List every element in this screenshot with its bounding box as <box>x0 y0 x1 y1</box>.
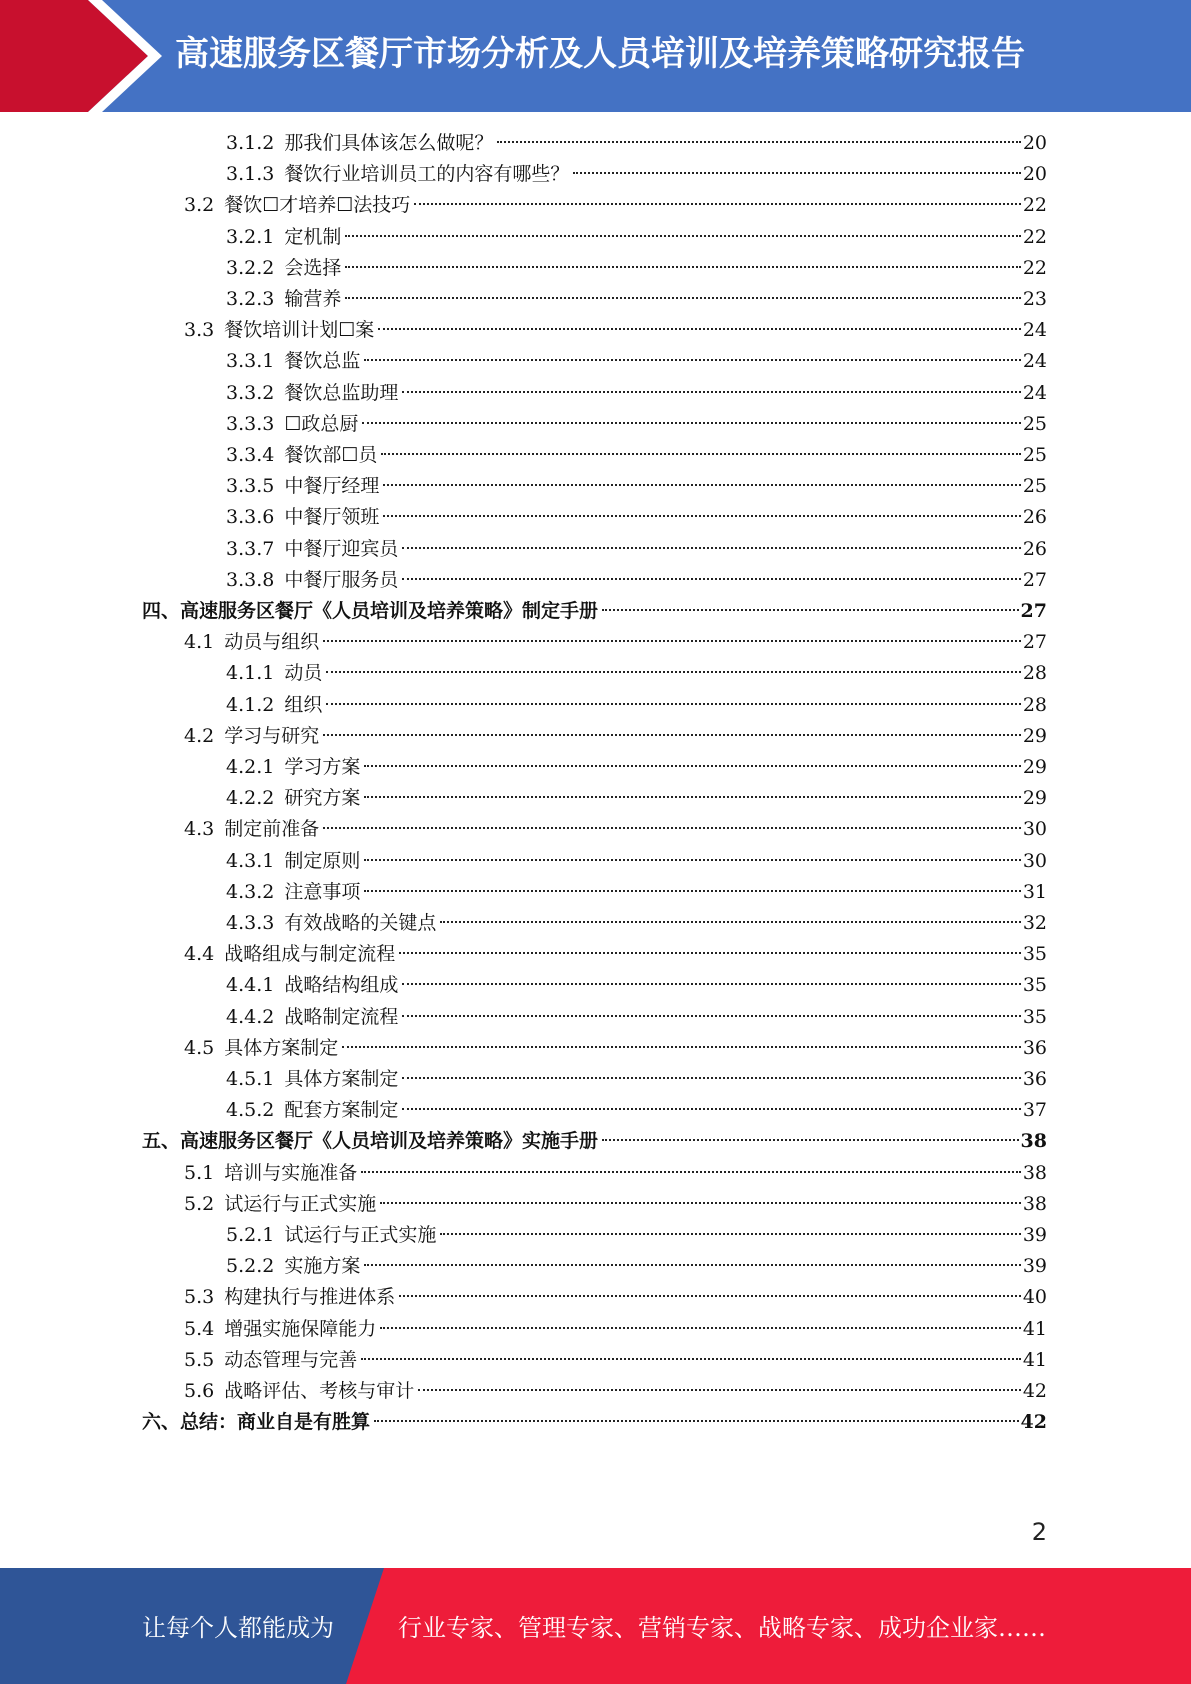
toc-entry[interactable] <box>226 502 1047 533</box>
toc-entry-number: 4.4 <box>184 943 215 966</box>
toc-entry-number: 4.4.2 <box>226 1005 275 1028</box>
toc-entry-title: 研究方案 <box>284 787 361 810</box>
toc-entry-title: 餐饮培训计划☐案 <box>224 319 375 342</box>
toc-entry-number: 4.3.2 <box>226 880 275 903</box>
toc-entry-page: 22 <box>1022 256 1047 279</box>
toc-entry[interactable] <box>226 783 1047 814</box>
toc-entry-number: 4.1.1 <box>226 662 275 685</box>
toc-dot-leader <box>342 1046 1021 1048</box>
toc-entry-page: 29 <box>1022 724 1047 747</box>
toc-entry-page: 25 <box>1022 444 1047 466</box>
toc-entry-page: 20 <box>1022 163 1047 186</box>
toc-dot-leader <box>380 1202 1021 1204</box>
toc-entry-title: 试运行与正式实施 <box>284 1224 437 1246</box>
toc-entry[interactable] <box>142 596 1047 627</box>
toc-entry-title: 具体方案制定 <box>224 1036 339 1059</box>
toc-entry-title: 中餐厅服务员 <box>284 568 399 591</box>
toc-entry-title: 学习方案 <box>284 756 361 778</box>
toc-entry[interactable] <box>226 1064 1047 1095</box>
toc-dot-leader <box>383 484 1020 486</box>
toc-entry-title: 配套方案制定 <box>284 1099 399 1122</box>
toc-entry-number: 3.2.3 <box>226 288 275 310</box>
toc-entry-page: 27 <box>1020 600 1047 622</box>
toc-entry-title: 中餐厅迎宾员 <box>284 537 399 560</box>
toc-dot-leader <box>414 203 1021 205</box>
toc-entry-number: 3.3.6 <box>226 506 275 529</box>
toc-entry-number: 4.5.2 <box>226 1099 275 1122</box>
footer-slogan-right: 行业专家、管理专家、营销专家、战略专家、成功企业家…… <box>398 1614 1046 1642</box>
toc-entry-title: 中餐厅领班 <box>284 506 380 529</box>
toc-entry-page: 24 <box>1022 350 1047 373</box>
toc-entry-page: 42 <box>1022 1380 1047 1402</box>
toc-dot-leader <box>402 1108 1020 1110</box>
toc-entry-page: 27 <box>1022 568 1047 591</box>
toc-entry-number: 5.2.1 <box>226 1224 275 1246</box>
toc-entry-page: 39 <box>1022 1255 1047 1278</box>
toc-entry-number: 5.4 <box>184 1317 215 1340</box>
toc-entry[interactable] <box>184 1158 1047 1189</box>
toc-entry[interactable] <box>142 1407 1047 1438</box>
toc-entry-page: 23 <box>1022 288 1047 310</box>
toc-entry-title: 实施方案 <box>284 1255 361 1278</box>
toc-entry-title: 制定前准备 <box>224 818 320 841</box>
toc-entry-page: 38 <box>1022 1161 1047 1184</box>
toc-entry-page: 22 <box>1022 225 1047 248</box>
toc-entry-page: 29 <box>1022 787 1047 810</box>
toc-dot-leader <box>440 1233 1020 1235</box>
toc-entry-title: 那我们具体该怎么做呢？ <box>284 132 494 154</box>
toc-entry[interactable] <box>226 970 1047 1001</box>
toc-entry-title: 中餐厅经理 <box>284 475 380 498</box>
toc-dot-leader <box>380 1327 1021 1329</box>
toc-entry-title: 四、高速服务区餐厅《人员培训及培养策略》制定手册 <box>142 600 599 622</box>
toc-entry[interactable] <box>184 1282 1047 1313</box>
toc-entry-title: 构建执行与推进体系 <box>224 1286 396 1309</box>
toc-dot-leader <box>364 359 1020 361</box>
toc-entry[interactable] <box>226 908 1047 939</box>
toc-entry-number: 4.1.2 <box>226 693 275 716</box>
toc-entry-number: 4.2 <box>184 724 215 747</box>
toc-dot-leader <box>383 515 1020 517</box>
toc-dot-leader <box>402 391 1020 393</box>
toc-entry[interactable] <box>226 658 1047 689</box>
toc-entry-title: 餐饮部☐员 <box>284 444 378 466</box>
toc-entry-title: 餐饮总监 <box>284 350 361 373</box>
toc-entry-title: ☐政总厨 <box>284 412 359 435</box>
toc-entry-page: 30 <box>1022 849 1047 872</box>
toc-entry[interactable] <box>226 284 1047 315</box>
toc-entry[interactable] <box>226 565 1047 596</box>
toc-entry-number: 4.3 <box>184 818 215 841</box>
toc-entry[interactable] <box>226 440 1047 471</box>
toc-dot-leader <box>364 1264 1020 1266</box>
toc-entry-page: 24 <box>1022 319 1047 342</box>
toc-dot-leader <box>402 578 1020 580</box>
toc-entry[interactable] <box>226 1251 1047 1282</box>
toc-entry[interactable] <box>226 409 1047 440</box>
toc-entry-number: 4.1 <box>184 631 215 654</box>
toc-dot-leader <box>323 827 1021 829</box>
toc-entry-page: 41 <box>1022 1348 1047 1371</box>
toc-entry-title: 增强实施保障能力 <box>224 1317 377 1340</box>
toc-entry[interactable] <box>184 315 1047 346</box>
toc-dot-leader <box>399 1295 1021 1297</box>
toc-entry-number: 5.3 <box>184 1286 215 1309</box>
toc-entry-title: 餐饮总监助理 <box>284 381 399 404</box>
toc-entry[interactable] <box>226 1095 1047 1126</box>
toc-entry-page: 28 <box>1022 693 1047 716</box>
toc-dot-leader <box>326 671 1020 673</box>
toc-entry-page: 42 <box>1020 1411 1047 1434</box>
toc-entry-page: 40 <box>1022 1286 1047 1309</box>
toc-entry[interactable] <box>226 877 1047 908</box>
toc-dot-leader <box>497 141 1020 143</box>
toc-dot-leader <box>361 1171 1021 1173</box>
toc-dot-leader <box>323 734 1021 736</box>
toc-entry-number: 5.1 <box>184 1161 215 1184</box>
toc-entry-number: 3.3.3 <box>226 412 275 435</box>
toc-entry-page: 30 <box>1022 818 1047 841</box>
toc-entry[interactable] <box>226 471 1047 502</box>
toc-entry-number: 4.4.1 <box>226 974 275 997</box>
toc-entry-number: 5.5 <box>184 1348 215 1371</box>
toc-entry-page: 41 <box>1022 1317 1047 1340</box>
toc-entry-title: 战略结构组成 <box>284 974 399 997</box>
toc-entry-title: 培训与实施准备 <box>224 1161 358 1184</box>
toc-entry-title: 具体方案制定 <box>284 1068 399 1090</box>
toc-entry-title: 会选择 <box>284 256 342 279</box>
toc-entry-number: 4.2.2 <box>226 787 275 810</box>
toc-entry-title: 动态管理与完善 <box>224 1348 358 1371</box>
toc-entry-page: 24 <box>1022 381 1047 404</box>
toc-dot-leader <box>364 796 1020 798</box>
toc-entry-page: 38 <box>1020 1130 1047 1153</box>
toc-entry-title: 动员与组织 <box>224 631 320 654</box>
toc-entry-page: 27 <box>1022 631 1047 654</box>
toc-entry[interactable] <box>226 846 1047 877</box>
toc-entry-page: 31 <box>1022 880 1047 903</box>
toc-entry[interactable] <box>226 690 1047 721</box>
toc-dot-leader <box>362 422 1020 424</box>
toc-entry-title: 注意事项 <box>284 880 361 903</box>
toc-entry-page: 20 <box>1022 132 1047 154</box>
toc-entry-title: 定机制 <box>284 225 342 248</box>
toc-entry[interactable] <box>184 190 1047 221</box>
toc-entry[interactable] <box>226 222 1047 253</box>
toc-entry-page: 32 <box>1022 912 1047 934</box>
toc-entry-title: 动员 <box>284 662 323 685</box>
toc-entry-page: 37 <box>1022 1099 1047 1122</box>
toc-entry-number: 3.1.2 <box>226 132 275 154</box>
toc-entry-page: 36 <box>1022 1036 1047 1059</box>
toc-entry-page: 26 <box>1022 537 1047 560</box>
toc-entry-title: 有效战略的关键点 <box>284 912 437 934</box>
document-title: 高速服务区餐厅市场分析及人员培训及培养策略研究报告 <box>175 34 1025 74</box>
toc-entry-number: 3.3.2 <box>226 381 275 404</box>
toc-entry-title: 试运行与正式实施 <box>224 1192 377 1215</box>
toc-entry-page: 29 <box>1022 756 1047 778</box>
toc-entry-page: 35 <box>1022 974 1047 997</box>
toc-dot-leader <box>573 172 1020 174</box>
toc-dot-leader <box>402 983 1020 985</box>
toc-entry-number: 4.5 <box>184 1036 215 1059</box>
toc-entry-number: 5.2.2 <box>226 1255 275 1278</box>
toc-dot-leader <box>399 952 1021 954</box>
toc-dot-leader <box>345 266 1020 268</box>
page-header <box>0 0 1191 112</box>
toc-entry[interactable] <box>142 1126 1047 1157</box>
toc-dot-leader <box>418 1389 1021 1391</box>
toc-entry-number: 3.3.7 <box>226 537 275 560</box>
toc-entry[interactable] <box>184 1314 1047 1345</box>
toc-entry[interactable] <box>184 1376 1047 1407</box>
toc-entry-number: 3.2 <box>184 194 215 217</box>
toc-entry-number: 3.3.8 <box>226 568 275 591</box>
toc-dot-leader <box>381 453 1020 455</box>
toc-entry[interactable] <box>184 721 1047 752</box>
toc-dot-leader <box>402 1015 1020 1017</box>
toc-entry-title: 六、总结：商业自是有胜算 <box>142 1411 371 1434</box>
toc-entry-number: 3.3 <box>184 319 215 342</box>
toc-dot-leader <box>602 609 1019 611</box>
toc-entry-title: 战略组成与制定流程 <box>224 943 396 966</box>
toc-entry-number: 3.1.3 <box>226 163 275 186</box>
toc-entry[interactable] <box>184 1189 1047 1220</box>
toc-dot-leader <box>361 1358 1021 1360</box>
toc-entry-title: 五、高速服务区餐厅《人员培训及培养策略》实施手册 <box>142 1130 599 1153</box>
toc-entry-title: 战略制定流程 <box>284 1005 399 1028</box>
toc-entry[interactable] <box>226 1220 1047 1251</box>
toc-entry[interactable] <box>184 1033 1047 1064</box>
toc-dot-leader <box>440 921 1020 923</box>
toc-entry-title: 输营养 <box>284 288 342 310</box>
toc-entry-page: 22 <box>1022 194 1047 217</box>
toc-entry[interactable] <box>226 1002 1047 1033</box>
toc-entry-title: 战略评估、考核与审计 <box>224 1380 415 1402</box>
toc-entry-page: 25 <box>1022 412 1047 435</box>
toc-dot-leader <box>374 1420 1019 1422</box>
toc-dot-leader <box>602 1139 1019 1141</box>
toc-entry-number: 4.3.1 <box>226 849 275 872</box>
toc-dot-leader <box>402 547 1020 549</box>
toc-dot-leader <box>378 328 1021 330</box>
toc-entry[interactable] <box>184 627 1047 658</box>
toc-entry-number: 3.2.2 <box>226 256 275 279</box>
toc-entry[interactable] <box>184 814 1047 845</box>
toc-entry-page: 35 <box>1022 1005 1047 1028</box>
toc-dot-leader <box>323 640 1021 642</box>
toc-dot-leader <box>326 703 1020 705</box>
toc-entry-number: 3.3.4 <box>226 444 275 466</box>
toc-dot-leader <box>402 1077 1020 1079</box>
toc-dot-leader <box>364 765 1020 767</box>
toc-entry[interactable] <box>226 159 1047 190</box>
page-number: 2 <box>1031 1518 1047 1546</box>
toc-dot-leader <box>364 859 1020 861</box>
toc-dot-leader <box>345 235 1020 237</box>
toc-entry-number: 4.5.1 <box>226 1068 275 1090</box>
toc-entry[interactable] <box>226 752 1047 783</box>
toc-entry-page: 26 <box>1022 506 1047 529</box>
toc-entry[interactable] <box>184 939 1047 970</box>
toc-entry-number: 3.2.1 <box>226 225 275 248</box>
toc-entry-number: 5.2 <box>184 1192 215 1215</box>
toc-entry-title: 餐饮行业培训员工的内容有哪些？ <box>284 163 570 186</box>
toc-entry[interactable] <box>226 378 1047 409</box>
toc-entry[interactable] <box>226 346 1047 377</box>
toc-entry-page: 38 <box>1022 1192 1047 1215</box>
page-footer <box>0 1568 1191 1684</box>
footer-slogan-left: 让每个人都能成为 <box>142 1614 334 1642</box>
toc-entry-number: 4.2.1 <box>226 756 275 778</box>
toc-entry[interactable] <box>226 253 1047 284</box>
toc-entry[interactable] <box>226 534 1047 565</box>
toc-dot-leader <box>364 890 1020 892</box>
toc-entry-page: 28 <box>1022 662 1047 685</box>
toc-entry-title: 组织 <box>284 693 323 716</box>
toc-entry-page: 39 <box>1022 1224 1047 1246</box>
toc-entry-number: 5.6 <box>184 1380 215 1402</box>
toc-entry-number: 3.3.1 <box>226 350 275 373</box>
toc-entry-title: 学习与研究 <box>224 724 320 747</box>
toc-entry[interactable] <box>226 128 1047 159</box>
toc-entry-title: 餐饮☐才培养☐法技巧 <box>224 194 411 217</box>
toc-dot-leader <box>345 297 1020 299</box>
toc-entry-title: 制定原则 <box>284 849 361 872</box>
toc-entry-number: 4.3.3 <box>226 912 275 934</box>
toc-entry-number: 3.3.5 <box>226 475 275 498</box>
toc-entry[interactable] <box>184 1345 1047 1376</box>
toc-entry-page: 25 <box>1022 475 1047 498</box>
toc-entry-page: 36 <box>1022 1068 1047 1090</box>
toc-entry-page: 35 <box>1022 943 1047 966</box>
